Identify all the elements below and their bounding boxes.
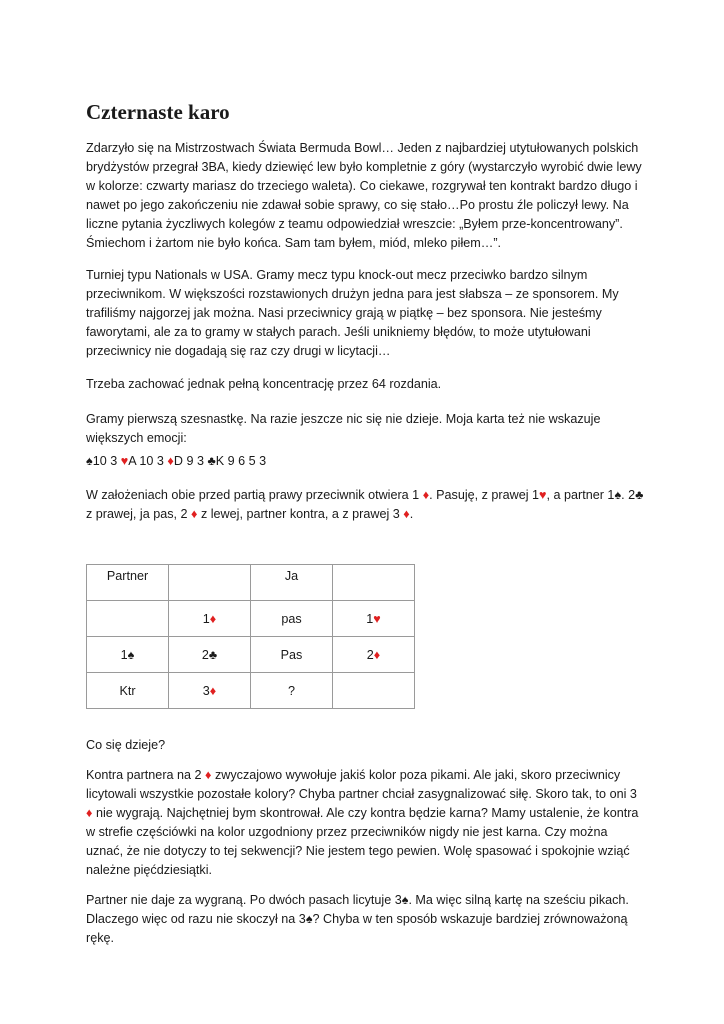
bidding-table: [86, 564, 415, 709]
diamond-icon: ♦: [422, 488, 430, 502]
paragraph-conclusion: [86, 891, 646, 948]
analysis-text-part: nie wygrają. Najchętniej bym skontrował. Ale czy kontra będzie karna? Mamy ustalenie, że kontra w strefie częściówki na kolor uzgodniony przez przeciwników nigdy nie jest karna. Czy można uznać, że nie dotyczy to tej sekwencji? Nie jestem tego pewien. Wolę spasować i spokojnie wziąć należne pięćdziesiątki.: [86, 806, 639, 877]
bid-cell: 3♦: [169, 673, 251, 709]
bid-cell: 1♥: [333, 601, 415, 637]
diamond-icon: ♦: [191, 507, 198, 521]
page-title: Czternaste karo: [86, 100, 230, 124]
bid-cell: 1♠: [87, 637, 169, 673]
auction-text-part: .: [409, 507, 414, 521]
heart-icon: ♥: [120, 454, 129, 468]
bid-cell: pas: [251, 601, 333, 637]
paragraph-concentration: Trzeba zachować jednak pełną koncentrację przez 64 rozdania.: [86, 377, 442, 391]
paragraph-question: Co się dzieje?: [86, 738, 166, 752]
bid-cell: 2♦: [333, 637, 415, 673]
bid-cell: Ktr: [87, 673, 169, 709]
auction-text-part: , a partner 1: [546, 488, 615, 502]
auction-text-part: . Pasuję, z prawej 1: [429, 488, 540, 502]
diamond-icon: ♦: [209, 611, 217, 626]
auction-text-part: W założeniach obie przed partią prawy przeciwnik otwiera 1: [86, 488, 420, 502]
table-row: [87, 673, 415, 709]
spade-icon: ♠: [614, 488, 622, 502]
club-icon: ♣: [635, 488, 644, 502]
hand-spades: 10 3: [92, 454, 118, 468]
paragraph-analysis: [86, 766, 646, 880]
header-lho: [169, 565, 251, 601]
conclusion-text-part: ? Chyba w ten sposób wskazuje bardziej zrównoważoną rękę.: [86, 912, 628, 945]
auction-text-part: z lewej, partner kontra, a z prawej 3: [197, 507, 400, 521]
header-rho: [333, 565, 415, 601]
header-me: Ja: [251, 565, 333, 601]
hand-clubs: K 9 6 5 3: [215, 454, 267, 468]
auction-text-part: . 2: [621, 488, 636, 502]
spade-icon: ♠: [401, 893, 409, 907]
club-icon: ♣: [207, 454, 216, 468]
analysis-text-part: zwyczajowo wywołuje jakiś kolor poza pikami. Ale jaki, skoro przeciwnicy licytowali wszystkie pozostałe kolory? Chyba partner chciał zasygnalizować siłę. Skoro tak, to oni 3: [86, 768, 637, 801]
table-row: [87, 601, 415, 637]
hand-diamonds: D 9 3: [173, 454, 204, 468]
bid-cell: 1♦: [169, 601, 251, 637]
spade-icon: ♠: [305, 912, 313, 926]
spade-icon: ♠: [86, 454, 93, 468]
paragraph-first-segment: Gramy pierwszą szesnastkę. Na razie jeszcze nic się nie dzieje. Moja karta też nie wskazuje większych emocji:: [86, 412, 601, 445]
table-row: [87, 637, 415, 673]
hand-display: [86, 452, 646, 471]
paragraph-intro: Zdarzyło się na Mistrzostwach Świata Bermuda Bowl… Jeden z najbardziej utytułowanych polskich brydżystów przegrał 3BA, kiedy dziewięć lew było kompletnie z góry (wystarczyło wyrobić dwie lewy w kolorze: czwarty mariasz do trzeciego waleta). Co ciekawe, rozgrywał ten kontrakt bardzo długo i nawet po jego zakończeniu nie zdawał sobie sprawy, co się stało…Po prostu źle policzył lewy. Na liczne pytania życzliwych kolegów z teamu odpowiedział wreszcie: „Byłem prze-koncentrowany”. Śmiechom i żartom nie było końca. Sam tam byłem, miód, mleko piłem…”.: [86, 141, 642, 250]
diamond-icon: ♦: [209, 683, 217, 698]
paragraph-auction: [86, 486, 646, 524]
diamond-icon: ♦: [373, 647, 381, 662]
bid-cell: Pas: [251, 637, 333, 673]
bid-cell: [333, 673, 415, 709]
diamond-icon: ♦: [403, 507, 410, 521]
conclusion-text-part: . Ma więc silną kartę na sześciu pikach. Dlaczego więc od razu nie skoczył na 3: [86, 893, 629, 926]
conclusion-text-part: Partner nie daje za wygraną. Po dwóch pasach licytuje 3: [86, 893, 402, 907]
heart-icon: ♥: [373, 611, 381, 626]
paragraph-tournament: Turniej typu Nationals w USA. Gramy mecz typu knock-out mecz przeciwko bardzo silnym przeciwnikom. W większości rozstawionych drużyn jedna para jest słabsza – ze sponsorem. My trafiliśmy najgorzej jak można. Nasi przeciwnicy grają w piątkę – bez sponsora. Nie jesteśmy faworytami, ale za to gramy w stałych parach. Jeśli unikniemy błędów, to może utytułowani przeciwnicy nie dogadają się raz czy drugi w licytacji…: [86, 268, 619, 358]
hand-hearts: A 10 3: [128, 454, 164, 468]
analysis-text-part: Kontra partnera na 2: [86, 768, 202, 782]
auction-text-part: z prawej, ja pas, 2: [86, 507, 188, 521]
heart-icon: ♥: [539, 488, 547, 502]
bid-cell: 2♣: [169, 637, 251, 673]
diamond-icon: ♦: [167, 454, 174, 468]
diamond-icon: ♦: [205, 768, 212, 782]
table-header-row: [87, 565, 415, 601]
bid-cell: [87, 601, 169, 637]
bid-cell: ?: [251, 673, 333, 709]
diamond-icon: ♦: [86, 806, 93, 820]
header-partner: Partner: [87, 565, 169, 601]
